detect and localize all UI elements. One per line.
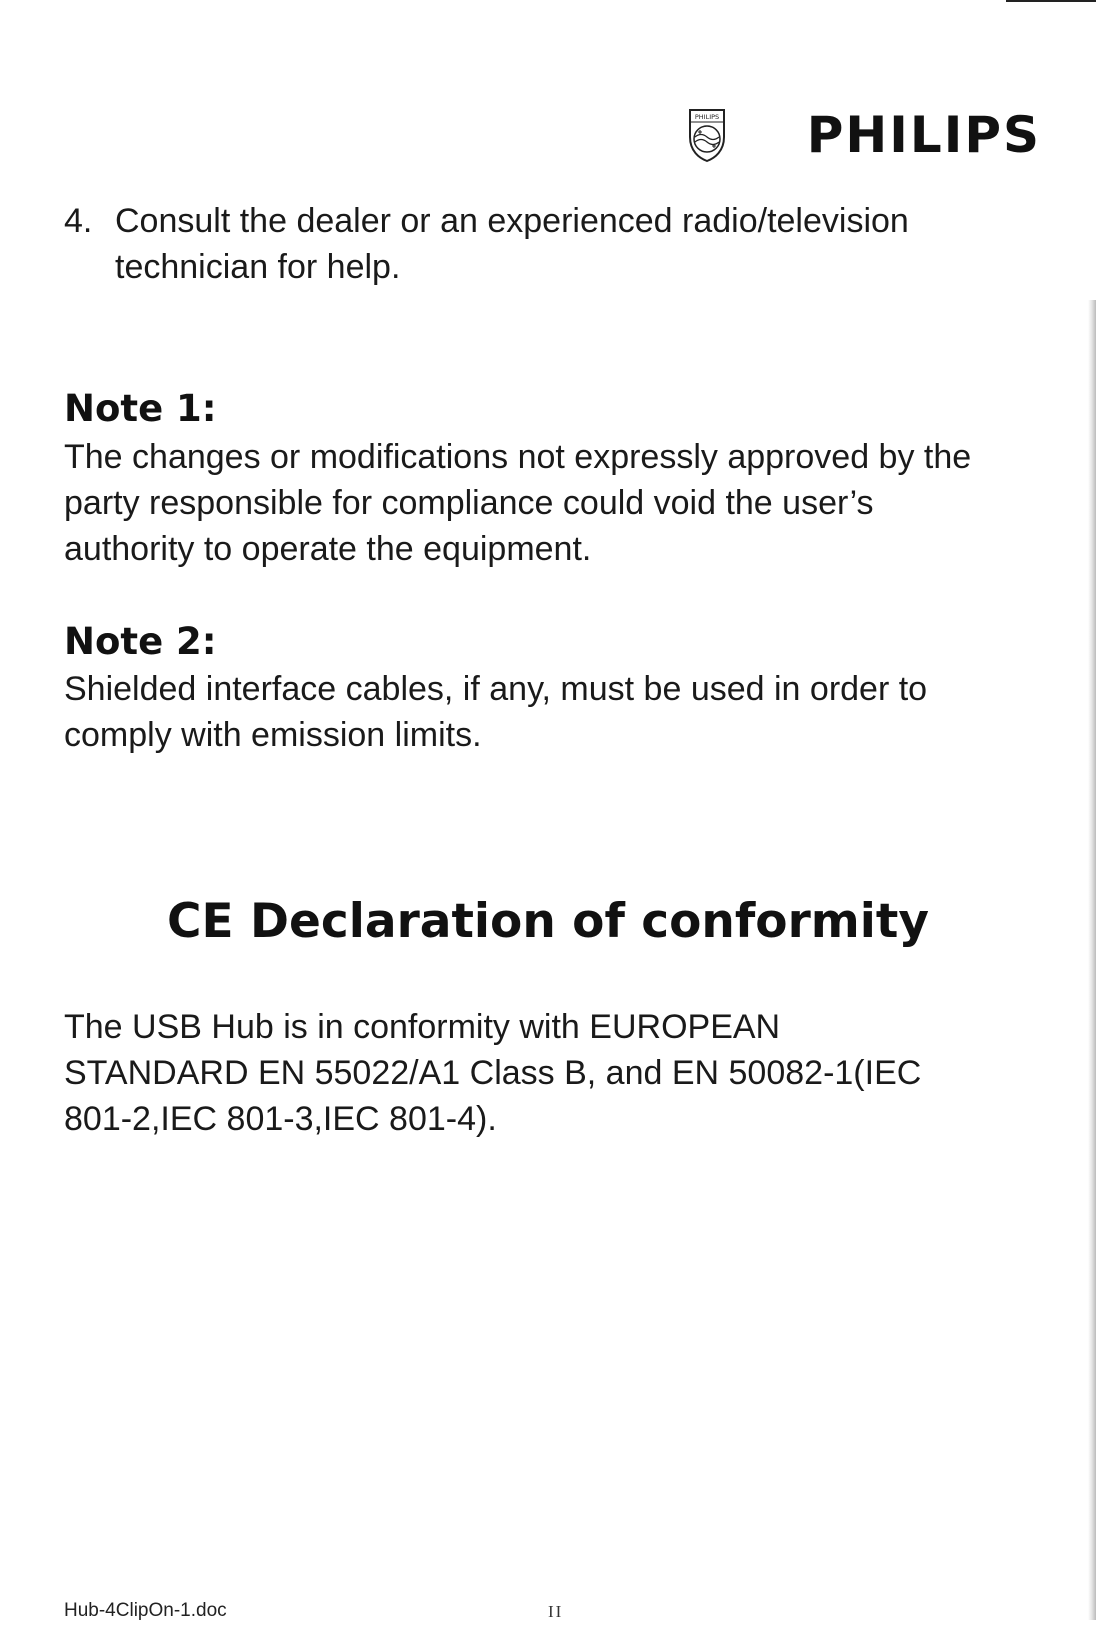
footer-filename: Hub-4ClipOn-1.doc [64, 1600, 227, 1621]
ce-declaration-heading: CE Declaration of conformity [167, 894, 929, 949]
note-1-line: authority to operate the equipment. [64, 530, 592, 568]
page-number: II [548, 1602, 564, 1621]
note-2-line: comply with emission limits. [64, 716, 482, 754]
ce-declaration-body [64, 1004, 1054, 1142]
list-item-4 [64, 198, 1024, 290]
list-item-line: Consult the dealer or an experienced radio/television [115, 202, 909, 240]
note-2-line: Shielded interface cables, if any, must be used in order to [64, 670, 928, 708]
note-1-title: Note 1: [64, 387, 217, 430]
note-1-line: party responsible for compliance could void the user’s [64, 484, 874, 522]
note-1-line: The changes or modifications not expressly approved by the [64, 438, 972, 476]
list-item-line: technician for help. [115, 248, 401, 286]
top-edge-rule [1006, 0, 1096, 2]
brand-name: PHILIPS [806, 106, 1041, 164]
note-2-title: Note 2: [64, 620, 217, 663]
note-1-body [64, 434, 1054, 572]
philips-shield-icon [687, 107, 727, 163]
note-2-body [64, 666, 1054, 758]
ce-line: The USB Hub is in conformity with EUROPEAN [64, 1008, 781, 1046]
ce-line: 801-2,IEC 801-3,IEC 801-4). [64, 1100, 497, 1138]
svg-text:PHILIPS: PHILIPS [694, 113, 719, 121]
scan-edge-shadow [1088, 300, 1096, 1620]
list-item-number: 4. [64, 202, 93, 240]
page-header [687, 100, 1041, 170]
ce-line: STANDARD EN 55022/A1 Class B, and EN 50082-1(IEC [64, 1054, 922, 1092]
